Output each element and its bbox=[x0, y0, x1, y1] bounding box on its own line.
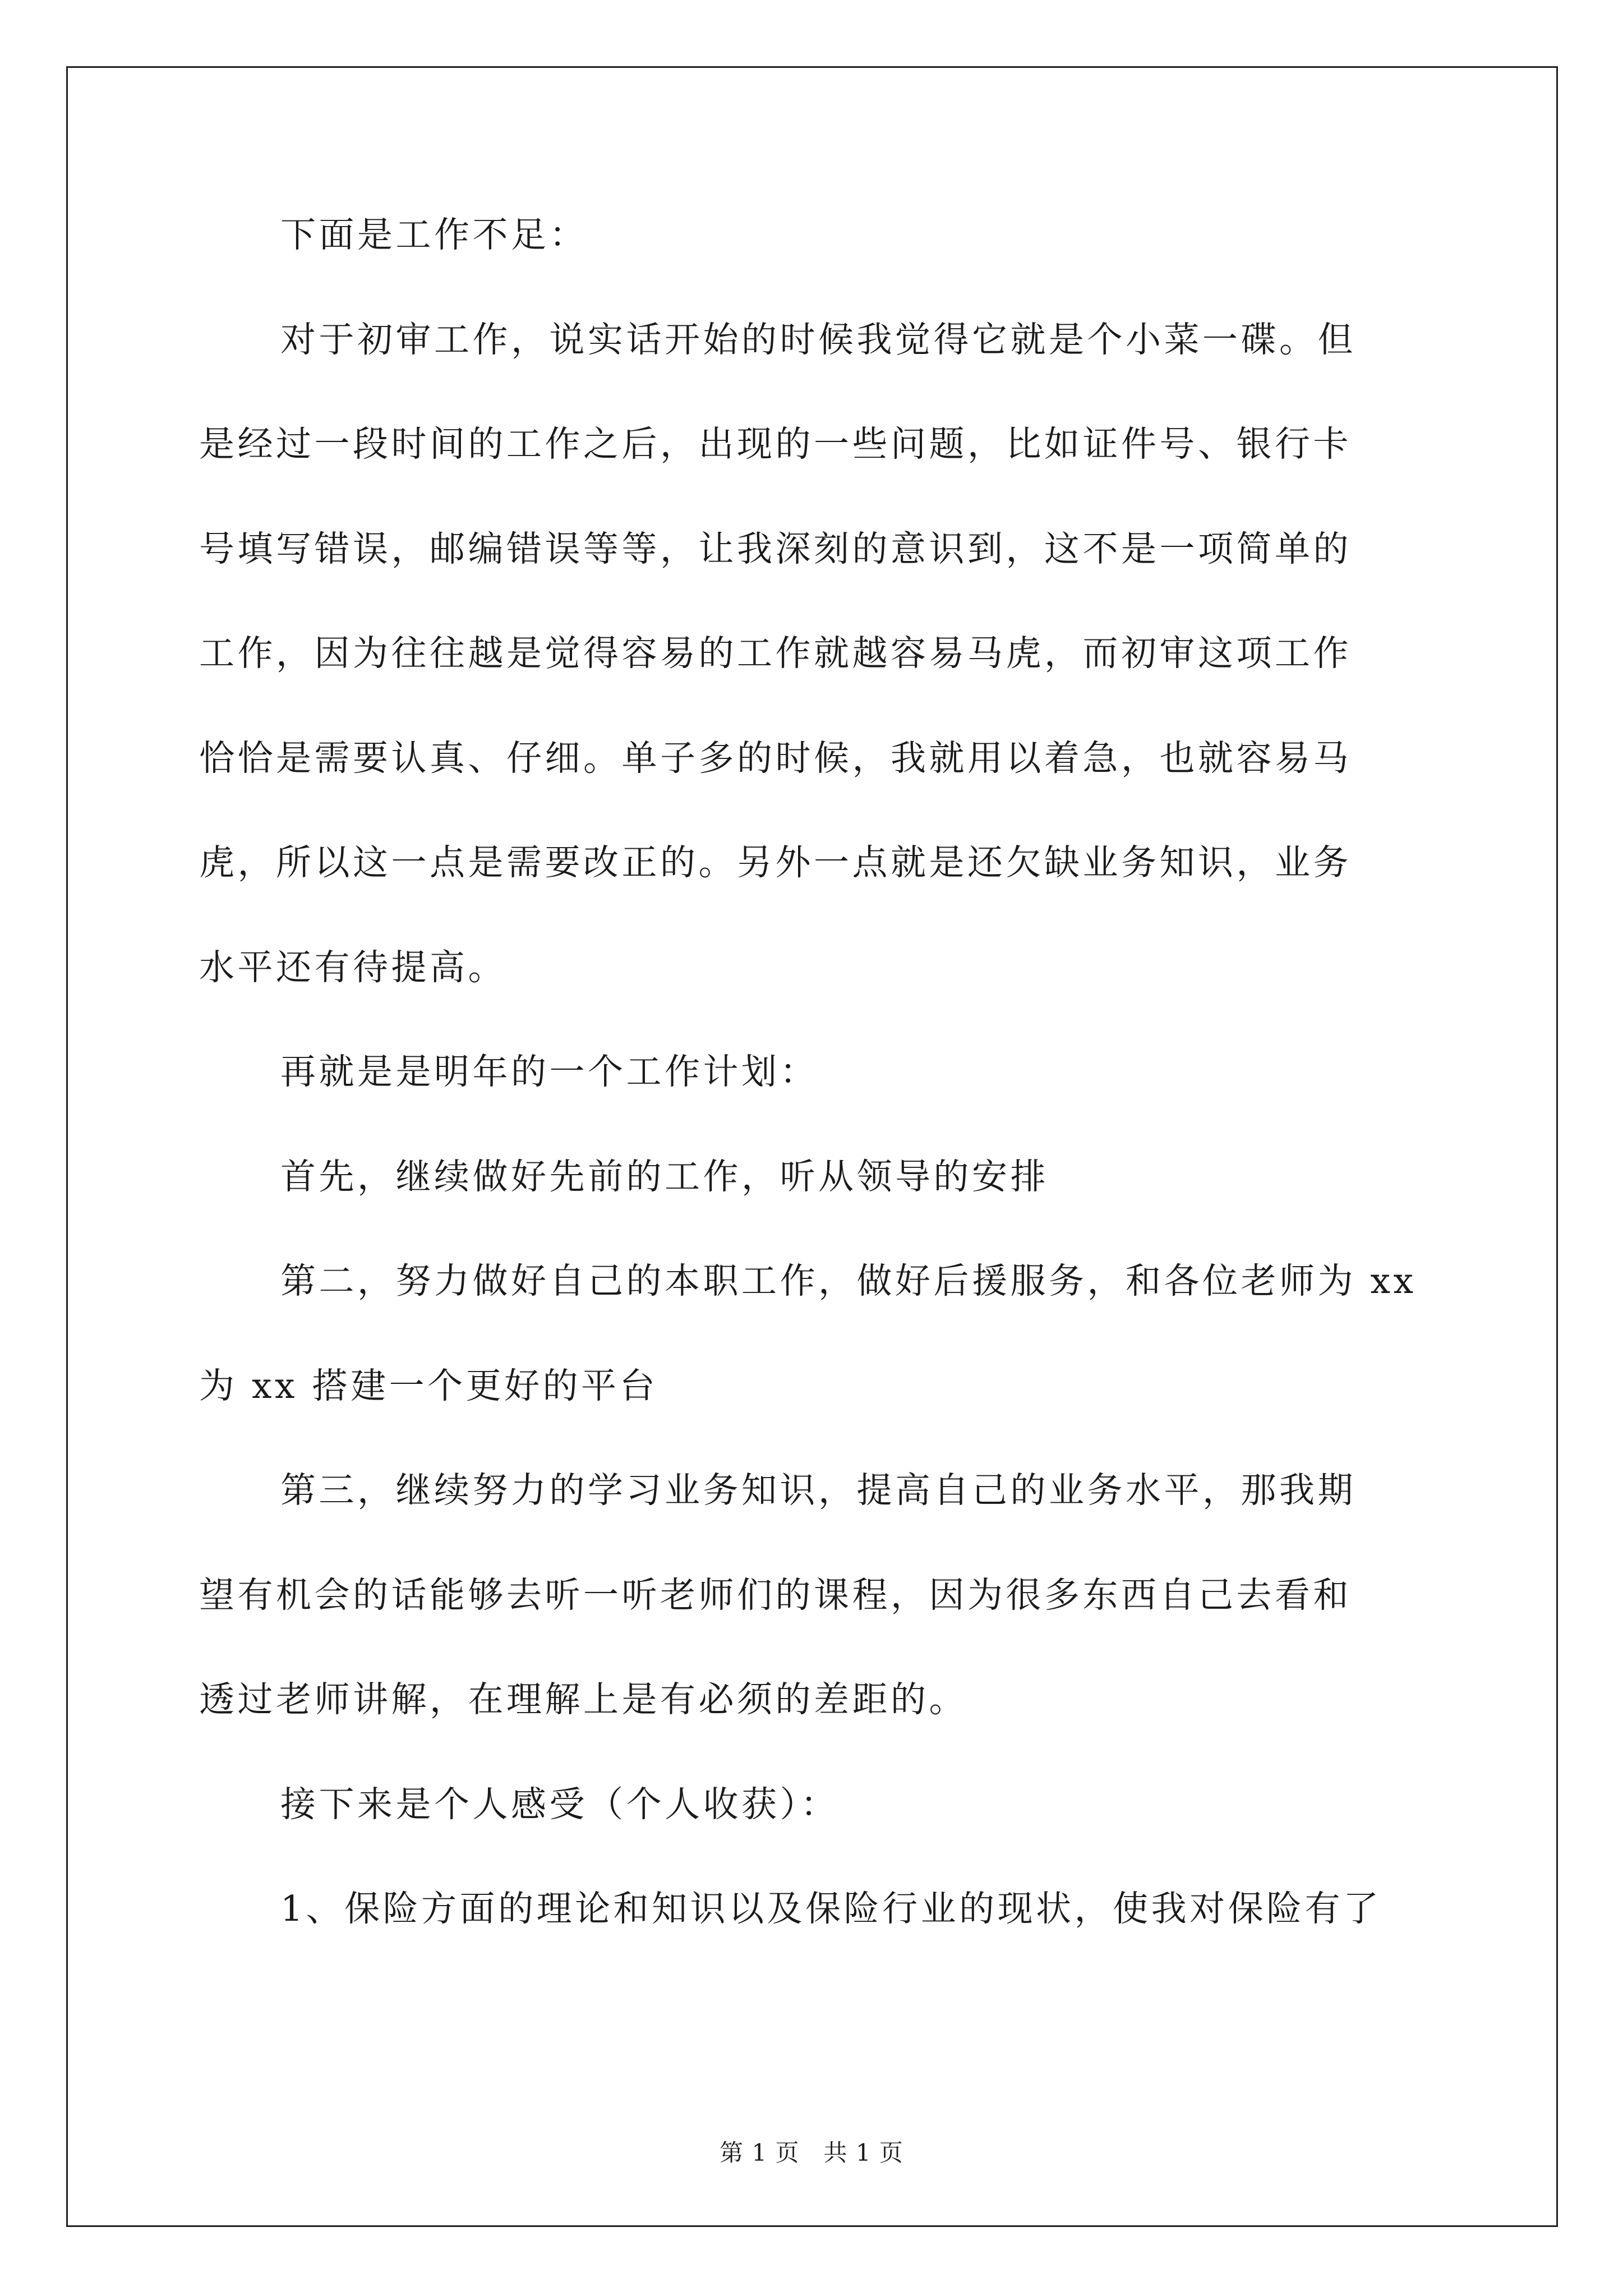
text-line: 号填写错误，邮编错误等等，让我深刻的意识到，这不是一项简单的 bbox=[199, 528, 1352, 569]
text-line: 工作，因为往往越是觉得容易的工作就越容易马虎，而初审这项工作 bbox=[199, 633, 1352, 674]
text-line: 第二，努力做好自己的本职工作，做好后援服务，和各位老师为 xx bbox=[280, 1260, 1417, 1301]
text-line: 接下来是个人感受（个人收获）： bbox=[280, 1783, 839, 1825]
text-line: 对于初审工作，说实话开始的时候我觉得它就是个小菜一碟。但 bbox=[280, 319, 1356, 360]
text-line: 水平还有待提高。 bbox=[199, 946, 506, 988]
page-number-footer: 第 1 页 共 1 页 bbox=[720, 2139, 903, 2166]
text-line: 恰恰是需要认真、仔细。单子多的时候，我就用以着急，也就容易马 bbox=[199, 737, 1352, 779]
text-line: 再就是是明年的一个工作计划： bbox=[280, 1051, 818, 1092]
text-line: 1、保险方面的理论和知识以及保险行业的现状，使我对保险有了 bbox=[280, 1888, 1382, 1929]
text-line: 为 xx 搭建一个更好的平台 bbox=[199, 1365, 658, 1406]
document-body bbox=[199, 207, 1430, 1986]
text-line: 下面是工作不足： bbox=[280, 214, 588, 255]
text-line: 首先，继续做好先前的工作，听从领导的安排 bbox=[280, 1156, 1049, 1197]
text-line: 望有机会的话能够去听一听老师们的课程，因为很多东西自己去看和 bbox=[199, 1574, 1352, 1616]
text-line: 第三，继续努力的学习业务知识，提高自己的业务水平，那我期 bbox=[280, 1470, 1356, 1511]
text-line: 虎，所以这一点是需要改正的。另外一点就是还欠缺业务知识，业务 bbox=[199, 842, 1352, 883]
text-line: 是经过一段时间的工作之后，出现的一些问题，比如证件号、银行卡 bbox=[199, 424, 1352, 464]
text-line: 透过老师讲解，在理解上是有必须的差距的。 bbox=[199, 1679, 967, 1720]
